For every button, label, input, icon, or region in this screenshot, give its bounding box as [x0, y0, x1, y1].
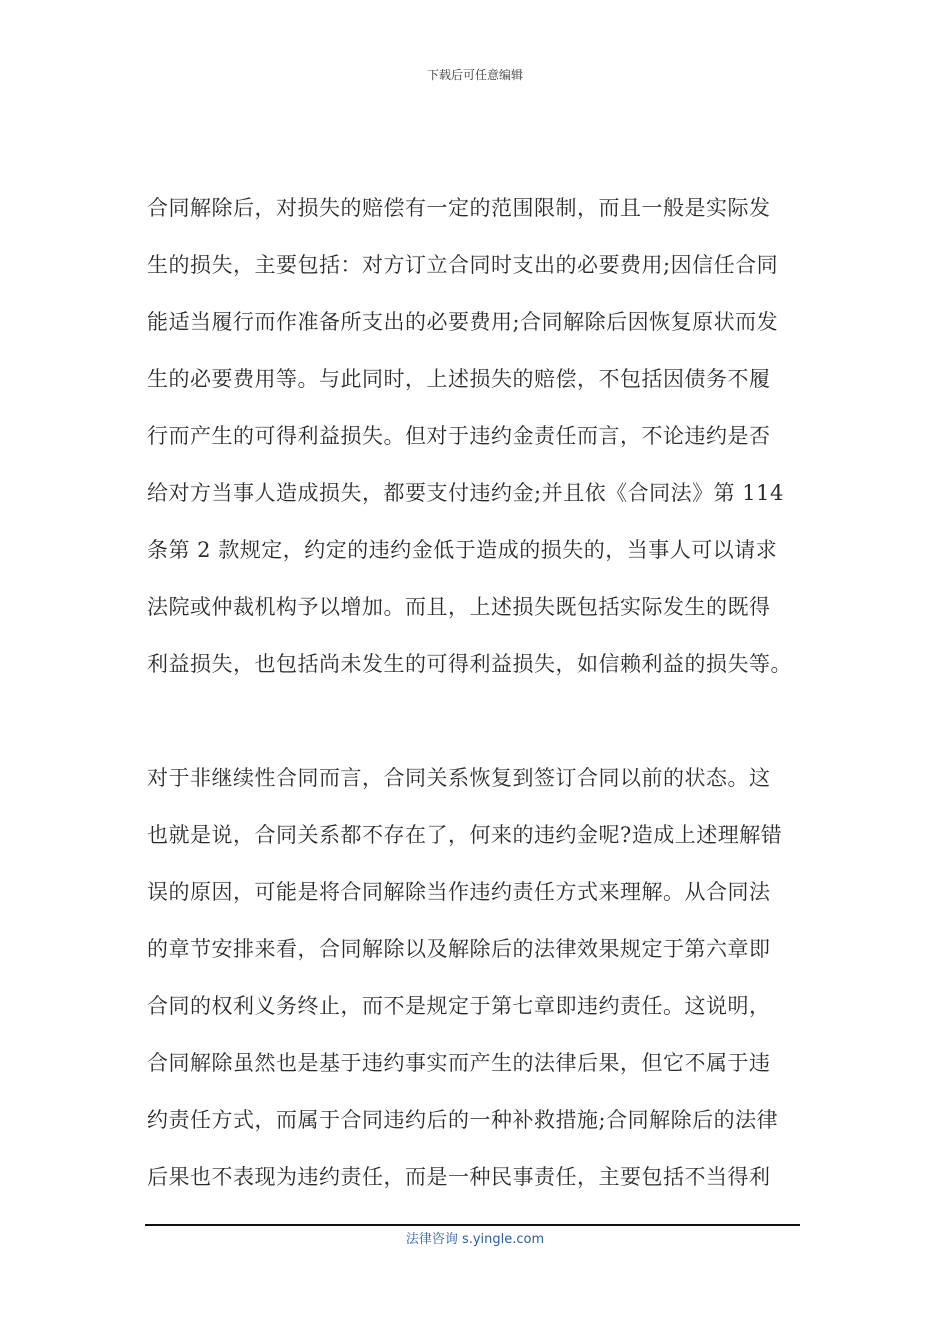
text-line: 利益损失，也包括尚未发生的可得利益损失，如信赖利益的损失等。: [147, 652, 792, 676]
text-line: 合同解除虽然也是基于违约事实而产生的法律后果，但它不属于违: [147, 1051, 771, 1075]
text-line: 合同的权利义务终止，而不是规定于第七章即违约责任。这说明，: [147, 994, 771, 1018]
body-paragraph-1: [147, 180, 811, 693]
text-line: 约责任方式，而属于合同违约后的一种补救措施;合同解除后的法律: [147, 1108, 779, 1132]
text-line: 合同解除后，对损失的赔偿有一定的范围限制，而且一般是实际发: [147, 196, 771, 220]
text-line: 误的原因，可能是将合同解除当作违约责任方式来理解。从合同法: [147, 880, 771, 904]
text-line: 的章节安排来看，合同解除以及解除后的法律效果规定于第六章即: [147, 937, 771, 961]
text-line: 能适当履行而作准备所支出的必要费用;合同解除后因恢复原状而发: [147, 310, 779, 334]
text-line: 后果也不表现为违约责任，而是一种民事责任，主要包括不当得利: [147, 1165, 771, 1189]
text-line: 条第 2 款规定，约定的违约金低于造成的损失的，当事人可以请求: [147, 538, 778, 562]
body-paragraph-2: [147, 750, 811, 1206]
text-line: 生的损失，主要包括：对方订立合同时支出的必要费用;因信任合同: [147, 253, 779, 277]
text-line: 行而产生的可得利益损失。但对于违约金责任而言，不论违约是否: [147, 424, 771, 448]
text-line: 生的必要费用等。与此同时，上述损失的赔偿，不包括因债务不履: [147, 367, 771, 391]
footer-divider: [145, 1224, 800, 1226]
page-header-note: 下载后可任意编辑: [426, 68, 523, 82]
text-line: 给对方当事人造成损失，都要支付违约金;并且依《合同法》第 114: [147, 481, 784, 505]
text-line: 对于非继续性合同而言，合同关系恢复到签订合同以前的状态。这: [147, 766, 771, 790]
footer-consult-link[interactable]: 法律咨询 s.yingle.com: [405, 1232, 545, 1247]
text-line: 法院或仲裁机构予以增加。而且，上述损失既包括实际发生的既得: [147, 595, 771, 619]
text-line: 也就是说，合同关系都不存在了，何来的违约金呢?造成上述理解错: [147, 823, 783, 847]
